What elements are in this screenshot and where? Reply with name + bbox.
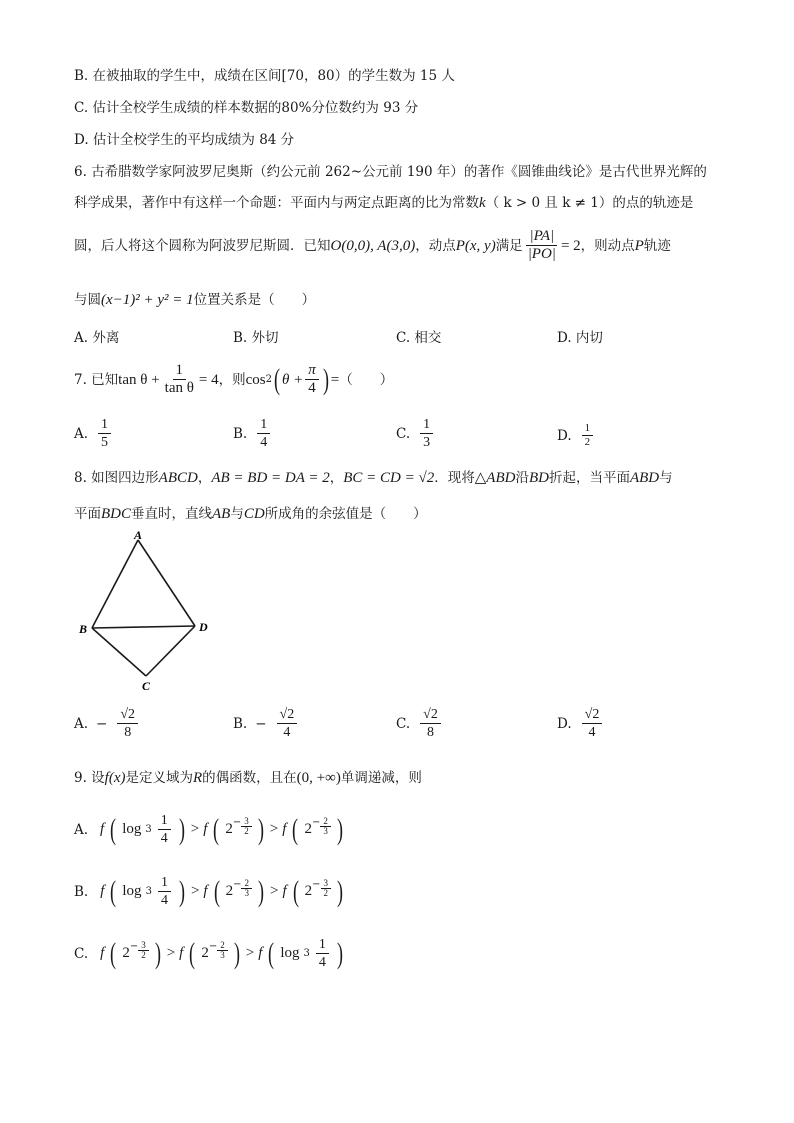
q8-option-a: [74, 706, 140, 741]
exp-frac: [320, 817, 331, 836]
den: 4: [160, 893, 168, 908]
f-symbol: f: [179, 945, 184, 961]
vertex-label-c: C: [142, 679, 151, 693]
q8-option-b: [233, 706, 299, 741]
q6-ratio-eq: = 2: [560, 237, 581, 254]
f-symbol: f: [258, 945, 263, 961]
q7-option-d: [557, 422, 595, 449]
q7-prefix: 7. 已知: [74, 371, 119, 388]
q9-text-b: 是定义域为: [125, 770, 193, 786]
q9-text-a: 9. 设: [74, 770, 105, 786]
q8-text-d: 折起，当平面: [548, 470, 630, 486]
neg: −: [129, 941, 139, 952]
log-base: 3: [145, 886, 152, 897]
q8-option-c-label: C.: [396, 715, 411, 732]
f-symbol: f: [100, 945, 105, 961]
q8-option-a-den: 8: [124, 725, 132, 740]
num: 1: [158, 812, 171, 830]
den: 4: [160, 831, 168, 846]
gt: >: [190, 821, 200, 837]
q5-option-c: C. 估计全校学生成绩的样本数据的80%分位数约为 93 分: [74, 100, 419, 116]
num: 1: [316, 936, 329, 954]
q7-mid: ，则: [218, 371, 246, 388]
q7-option-c: [396, 416, 435, 451]
den: 3: [220, 950, 225, 960]
q6-points: O(0,0), A(3,0): [330, 237, 416, 254]
num: 2: [320, 817, 331, 827]
q8-option-d-num: √2: [582, 706, 603, 724]
q6-option-d: D. 内切: [557, 330, 603, 346]
exp-frac: [138, 941, 149, 960]
q7-pi-den: 4: [308, 380, 316, 396]
frac: [158, 812, 171, 847]
q6-k: k: [479, 195, 486, 211]
den: 3: [323, 826, 328, 836]
q7-option-c-label: C.: [396, 425, 411, 442]
q8-text-a: 8. 如图四边形: [74, 470, 159, 486]
q7-paren-right: ): [322, 362, 329, 396]
exp: [233, 879, 252, 898]
q7-eq: =: [330, 371, 340, 388]
exp: [209, 941, 228, 960]
q7-option-d-value: [582, 422, 594, 449]
q9-fx: f(x): [104, 770, 126, 786]
q8-option-d-den: 4: [588, 725, 596, 740]
q7-option-a-den: 5: [101, 435, 109, 450]
q6-ratio-num: |PA|: [526, 228, 557, 246]
q9-interval: (0, +∞): [296, 770, 341, 786]
q8-option-b-num: √2: [277, 706, 298, 724]
q8-text-b: ．现将: [434, 470, 475, 486]
paren: (: [110, 874, 117, 908]
f-symbol: f: [100, 883, 105, 899]
exp-frac: [321, 879, 332, 898]
q8-option-a-value: [117, 706, 138, 741]
exp-frac: [241, 879, 252, 898]
q7-paren-left: (: [274, 362, 281, 396]
q6-option-b: B. 外切: [233, 330, 279, 346]
q6-text-c: 圆，后人将这个圆称为阿波罗尼斯圆．已知: [74, 237, 331, 254]
gt: >: [190, 883, 200, 899]
q8-text-f: 平面: [74, 506, 101, 522]
paren: (: [213, 874, 220, 908]
paren: (: [189, 936, 196, 970]
q7-expr-b: = 4: [198, 371, 219, 388]
neg: −: [312, 879, 321, 890]
q8-abd: ABD: [629, 470, 660, 486]
exp-frac: [217, 941, 228, 960]
q8-ab: AB: [212, 506, 231, 522]
q9-option-b: [74, 874, 345, 909]
q7-theta: θ +: [282, 371, 304, 388]
q8-option-d-label: D.: [557, 715, 572, 732]
q7-stem: [74, 362, 393, 397]
q7-option-b-den: 4: [260, 435, 268, 450]
q8-option-c-value: [420, 706, 441, 741]
q8-option-d: [557, 706, 604, 741]
q8-option-b-value: [277, 706, 298, 741]
q6-text-d: ，动点: [415, 237, 456, 254]
base: 2: [225, 883, 234, 899]
q6-text-h: 与圆: [74, 292, 101, 308]
q5-option-d: D. 估计全校学生的平均成绩为 84 分: [74, 132, 295, 148]
q8-stem-line2: [74, 504, 427, 524]
log-base: 3: [145, 824, 152, 835]
q6-k-condition: （ k > 0 且 k ≠ 1）: [485, 195, 613, 211]
edge-bd: [92, 626, 195, 628]
num: 1: [158, 874, 171, 892]
edge-cd: [146, 626, 195, 676]
q8-option-c-den: 8: [426, 725, 434, 740]
q6-text: 科学成果，著作中有这样一个命题：平面内与两定点距离的比为常数: [74, 195, 479, 211]
q8-bd: BD: [528, 470, 549, 486]
q6-ratio-fraction: [525, 228, 559, 263]
gt: >: [269, 883, 279, 899]
q7-frac-den: tan θ: [164, 380, 194, 396]
neg: −: [208, 941, 218, 952]
vertex-label-a: A: [134, 530, 143, 542]
exp: [312, 817, 331, 836]
den: 3: [244, 888, 249, 898]
q8-text-i: 所成角的余弦值是（ ）: [264, 506, 427, 522]
q7-option-a-value: [98, 416, 111, 451]
vertex-label-b: B: [79, 622, 88, 636]
neg: −: [232, 817, 242, 828]
q6-point-p: P(x, y): [455, 237, 496, 254]
power: [304, 816, 330, 838]
paren: ): [233, 936, 240, 970]
power: [122, 940, 148, 962]
paren: ): [257, 812, 264, 846]
paren: ): [336, 812, 343, 846]
base: 2: [304, 883, 313, 899]
q7-expr-a: tan θ +: [118, 371, 160, 388]
q9-option-c: [74, 936, 345, 971]
q8-option-d-value: [582, 706, 603, 741]
q6-text-e: 满足: [495, 237, 523, 254]
paren: (: [292, 874, 299, 908]
num: 3: [138, 941, 149, 951]
num: 2: [217, 941, 228, 951]
exp: [233, 817, 252, 836]
frac: [158, 874, 171, 909]
q6-text-b: 的点的轨迹是: [612, 195, 694, 211]
base: 2: [304, 821, 312, 837]
paren: ): [336, 936, 343, 970]
q7-option-b-num: 1: [257, 416, 270, 434]
q7-option-a-num: 1: [98, 416, 111, 434]
q8-option-a-label: A.: [74, 715, 89, 732]
edge-ab: [92, 540, 138, 628]
f-symbol: f: [100, 821, 105, 837]
exp: [312, 879, 331, 898]
f-symbol: f: [282, 821, 287, 837]
q7-option-a: [74, 416, 113, 451]
q8-option-c-num: √2: [420, 706, 441, 724]
q8-option-a-sign: −: [96, 715, 108, 732]
paren: (: [213, 812, 220, 846]
q6-stem-line3: [74, 228, 671, 263]
den: 4: [318, 955, 326, 970]
q7-option-a-label: A.: [74, 425, 89, 442]
q7-option-b-value: [257, 416, 270, 451]
q6-stem-line1: 6. 古希腊数学家阿波罗尼奥斯（约公元前 262~公元前 190 年）的著作《圆锥曲线论》是古代世界光辉的: [74, 164, 707, 180]
f-symbol: f: [282, 883, 287, 899]
q9-text-c: 的偶函数，且在: [202, 770, 297, 786]
q6-text-g: 轨迹: [643, 237, 671, 254]
log: log: [122, 821, 142, 837]
q9-option-a: [74, 812, 345, 847]
power: [225, 878, 252, 900]
gt: >: [245, 945, 255, 961]
power: [201, 940, 227, 962]
q9-option-a-label: A.: [74, 821, 89, 838]
power: [304, 878, 331, 900]
num: 3: [241, 817, 252, 827]
frac: [316, 936, 329, 971]
q9-option-c-label: C.: [74, 945, 89, 962]
q8-option-b-label: B.: [233, 715, 248, 732]
q6-option-a: A. 外离: [74, 330, 120, 346]
f-symbol: f: [203, 883, 208, 899]
q8-option-a-num: √2: [117, 706, 138, 724]
q7-option-c-value: [420, 416, 433, 451]
q9-option-b-label: B.: [74, 883, 89, 900]
q8-quad: ABCD: [158, 470, 198, 486]
den: 2: [323, 888, 328, 898]
neg: −: [233, 879, 242, 890]
q6-text-i: 位置关系是（ ）: [193, 292, 316, 308]
paren: ): [178, 874, 185, 908]
q7-option-d-label: D.: [557, 427, 572, 444]
q6-text-f: ，则动点: [580, 237, 635, 254]
q6-circle-equation: (x−1)² + y² = 1: [101, 292, 194, 308]
paren: ): [257, 874, 264, 908]
paren: (: [110, 936, 117, 970]
q8-option-b-sign: −: [255, 715, 267, 732]
q7-frac-num: 1: [173, 362, 187, 380]
q8-bdc: BDC: [101, 506, 131, 522]
q7-option-d-num: 1: [582, 422, 594, 436]
f-symbol: f: [203, 821, 208, 837]
den: 2: [244, 826, 249, 836]
base: 2: [201, 945, 209, 961]
q9-text-d: 单调递减，则: [340, 770, 422, 786]
log: log: [122, 883, 142, 899]
q7-option-b-label: B.: [233, 425, 248, 442]
q7-fraction: [162, 362, 197, 397]
q7-option-d-den: 2: [584, 436, 591, 448]
base: 2: [122, 945, 130, 961]
exp-frac: [241, 817, 252, 836]
q7-cos-exp: 2: [265, 373, 273, 385]
q8-text-c: 沿: [515, 470, 529, 486]
num: 2: [241, 879, 252, 889]
q6-stem-line2: [74, 193, 693, 213]
q7-option-c-num: 1: [420, 416, 433, 434]
paren: (: [110, 812, 117, 846]
edge-bc: [92, 628, 146, 676]
paren: (: [268, 936, 275, 970]
den: 2: [141, 950, 146, 960]
q6-p: P: [634, 237, 644, 254]
q8-option-b-den: 4: [283, 725, 291, 740]
paren: ): [154, 936, 161, 970]
q7-pi-num: π: [305, 362, 319, 380]
gt: >: [269, 821, 279, 837]
gt: >: [166, 945, 176, 961]
neg: −: [311, 817, 321, 828]
edge-ad: [138, 540, 195, 626]
power: [225, 816, 251, 838]
q8-stem-line1: 8. 如图四边形ABCD，AB = BD = DA = 2，BC = CD = √2．现将△ABD沿BD折起，当平面ABD与: [74, 470, 673, 486]
q7-option-c-den: 3: [423, 435, 431, 450]
q8-text-e: 与: [659, 470, 673, 486]
q9-stem: [74, 768, 422, 788]
q6-option-c: C. 相交: [396, 330, 442, 346]
q5-option-b: B. 在被抽取的学生中，成绩在区间[70，80）的学生数为 15 人: [74, 68, 455, 84]
log: log: [280, 945, 300, 961]
vertex-label-d: D: [199, 620, 208, 634]
q6-ratio-den: |PO|: [527, 246, 556, 262]
paren: (: [292, 812, 299, 846]
q7-pi-fraction: [305, 362, 319, 397]
base: 2: [225, 821, 233, 837]
q9-r: R: [193, 770, 203, 786]
q8-triangle: △ABD: [474, 470, 516, 486]
num: 3: [321, 879, 332, 889]
log-base: 3: [303, 948, 310, 959]
paren: ): [178, 812, 185, 846]
q8-option-c: [396, 706, 443, 741]
q8-eq1: AB = BD = DA = 2: [211, 470, 330, 486]
q7-cos: cos: [245, 371, 266, 388]
q8-quadrilateral-figure: [74, 530, 224, 695]
q8-eq2: BC = CD = √2: [343, 470, 435, 486]
paren: ): [337, 874, 343, 908]
q8-text-h: 与: [230, 506, 244, 522]
q8-cd: CD: [243, 506, 265, 522]
q6-stem-line4: [74, 290, 315, 310]
q7-option-b: [233, 416, 272, 451]
q7-blank: （ ）: [339, 371, 394, 388]
q8-text-g: 垂直时，直线: [131, 506, 212, 522]
exp: [130, 941, 149, 960]
